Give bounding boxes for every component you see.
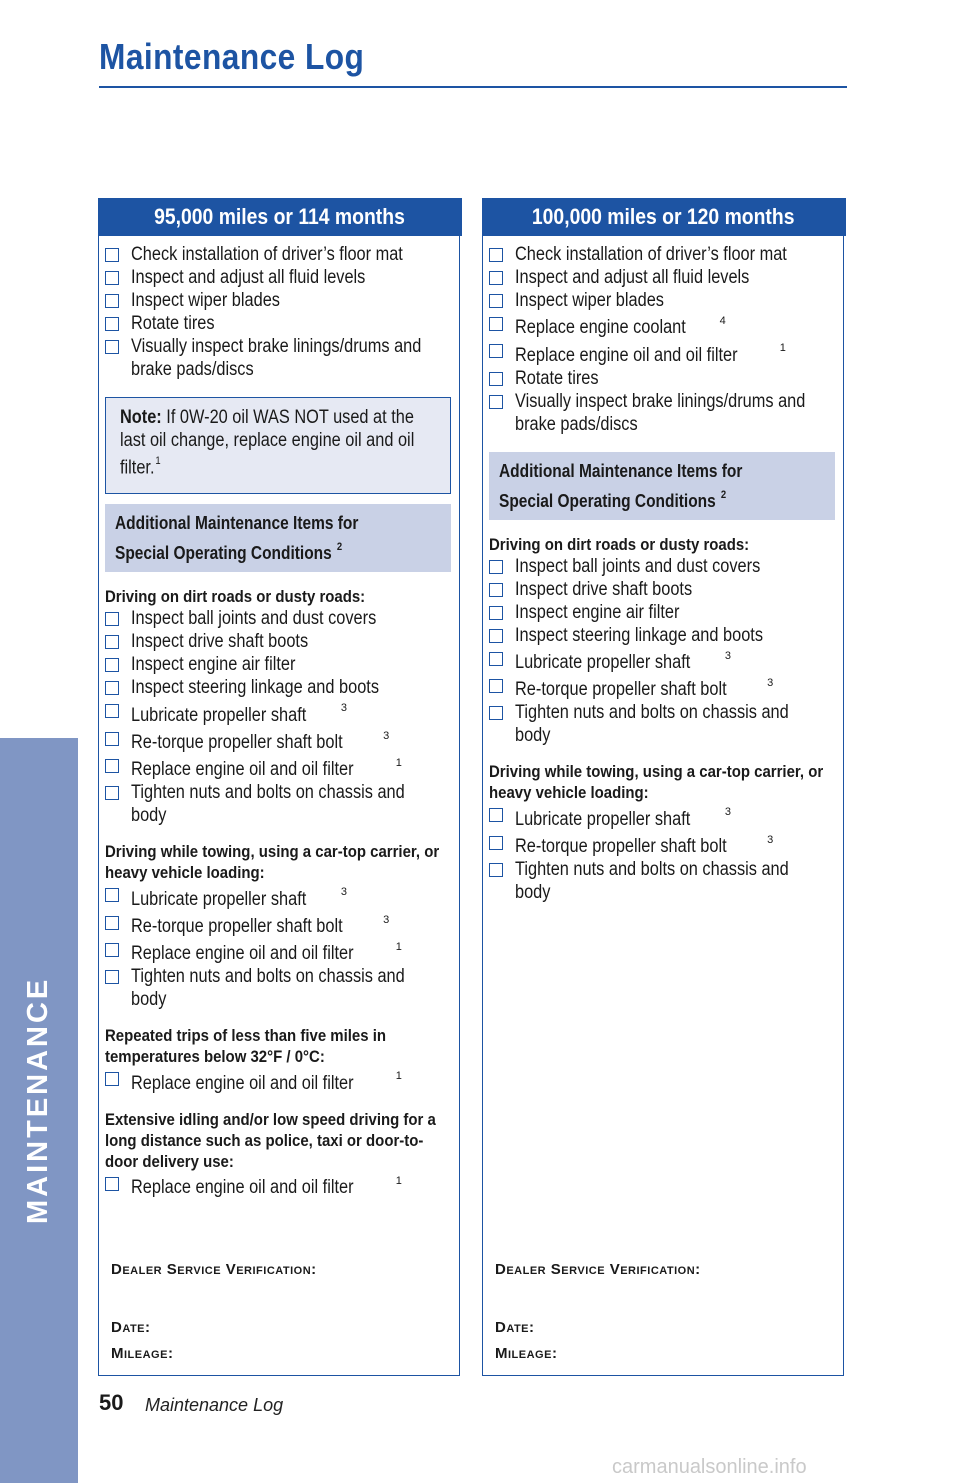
footnote-ref: 3 xyxy=(340,702,347,715)
checkbox[interactable] xyxy=(489,248,503,262)
checklist-item xyxy=(489,312,839,339)
item-text: Tighten nuts and bolts on chassis and xyxy=(515,702,789,724)
item-text: Visually inspect brake linings/drums and xyxy=(515,390,806,412)
condition-heading xyxy=(105,841,455,883)
item-text-continued xyxy=(105,988,455,1011)
checkbox[interactable] xyxy=(489,560,503,574)
item-text: Lubricate propeller shaft xyxy=(131,704,307,726)
checkbox[interactable] xyxy=(105,317,119,331)
checklist-item xyxy=(105,676,455,699)
item-text: Replace engine oil and oil filter xyxy=(131,759,354,781)
footnote-ref: 4 xyxy=(719,315,726,327)
checklist-item xyxy=(105,965,455,988)
checkbox[interactable] xyxy=(105,786,119,800)
footnote-ref: 2 xyxy=(336,541,343,554)
item-text: Tighten nuts and bolts on chassis and xyxy=(515,858,789,880)
title-rule xyxy=(99,86,847,88)
checkbox[interactable] xyxy=(105,943,119,957)
item-text: Lubricate propeller shaft xyxy=(131,888,307,910)
interval-header: 100,000 miles or 120 months xyxy=(482,198,846,236)
condition-heading xyxy=(489,761,839,803)
checklist-item xyxy=(489,289,839,312)
checkbox[interactable] xyxy=(489,294,503,308)
checklist-item xyxy=(489,266,839,289)
checklist-item xyxy=(489,578,839,601)
checkbox[interactable] xyxy=(105,1177,119,1191)
checklist-item xyxy=(489,701,839,724)
condition-heading-text: Driving while towing, using a car-top carrier, or heavy vehicle loading: xyxy=(489,762,824,803)
checkbox[interactable] xyxy=(489,372,503,386)
item-text: body xyxy=(131,989,167,1011)
special-conditions-line2: Special Operating Conditions xyxy=(115,543,332,564)
item-text: Re-torque propeller shaft bolt xyxy=(515,835,727,857)
item-text: Inspect steering linkage and boots xyxy=(131,677,379,699)
footer-label: Maintenance Log xyxy=(145,1395,284,1415)
footnote-ref: 3 xyxy=(383,729,390,742)
item-text: body xyxy=(131,805,167,827)
checklist-item xyxy=(105,653,455,676)
checklist-item xyxy=(105,699,455,726)
checklist-item xyxy=(105,911,455,938)
checkbox[interactable] xyxy=(489,344,503,358)
checkbox[interactable] xyxy=(105,732,119,746)
condition-heading xyxy=(105,1109,455,1172)
item-text-continued xyxy=(489,724,839,747)
item-text: Replace engine oil and oil filter xyxy=(131,1072,354,1094)
date-label: Date: xyxy=(111,1319,151,1336)
item-text: Re-torque propeller shaft bolt xyxy=(515,679,727,701)
item-text-continued xyxy=(489,881,839,904)
item-text: Check installation of driver’s floor mat xyxy=(515,244,787,265)
checkbox[interactable] xyxy=(489,679,503,693)
checklist-item xyxy=(105,781,455,804)
checkbox[interactable] xyxy=(489,629,503,643)
item-text: brake pads/discs xyxy=(131,359,254,380)
checkbox[interactable] xyxy=(489,395,503,409)
checklist-item xyxy=(105,727,455,754)
date-label: Date: xyxy=(495,1319,535,1336)
checklist-item xyxy=(105,289,455,312)
footnote-ref: 3 xyxy=(724,806,731,819)
special-conditions-header xyxy=(105,504,451,572)
checklist-item xyxy=(489,647,839,674)
page-number: 50 xyxy=(99,1390,124,1415)
item-text: Rotate tires xyxy=(131,313,215,334)
checkbox[interactable] xyxy=(105,635,119,649)
item-text: Inspect ball joints and dust covers xyxy=(131,608,377,630)
checkbox[interactable] xyxy=(489,652,503,666)
checkbox[interactable] xyxy=(105,888,119,902)
checkbox[interactable] xyxy=(489,317,503,331)
checkbox[interactable] xyxy=(105,970,119,984)
condition-heading-text: Driving while towing, using a car-top carrier, or heavy vehicle loading: xyxy=(105,842,440,883)
item-text: Replace engine oil and oil filter xyxy=(515,344,738,366)
special-conditions-line1: Additional Maintenance Items for xyxy=(115,513,359,534)
item-text-continued xyxy=(105,804,455,827)
condition-heading-text: Driving on dirt roads or dusty roads: xyxy=(105,587,366,607)
checklist-item xyxy=(105,1067,455,1094)
footnote-ref: 1 xyxy=(395,756,402,769)
checkbox[interactable] xyxy=(105,658,119,672)
footnote-ref: 1 xyxy=(395,1174,402,1187)
page-title: Maintenance Log xyxy=(99,36,365,77)
item-text: body xyxy=(515,725,551,747)
checkbox[interactable] xyxy=(105,1072,119,1086)
note-content xyxy=(120,406,437,479)
checkbox[interactable] xyxy=(489,271,503,285)
checkbox[interactable] xyxy=(489,583,503,597)
footnote-ref: 2 xyxy=(720,488,727,501)
special-conditions-line1: Additional Maintenance Items for xyxy=(499,460,743,481)
condition-heading xyxy=(105,586,455,607)
checklist-item xyxy=(105,1172,455,1199)
item-text: Tighten nuts and bolts on chassis and xyxy=(131,782,405,804)
item-text: Inspect engine air filter xyxy=(515,601,680,623)
item-text: brake pads/discs xyxy=(515,413,638,435)
item-text-continued xyxy=(105,358,455,381)
item-text: Inspect drive shaft boots xyxy=(131,631,309,653)
checklist-item xyxy=(105,607,455,630)
interval-card-100000 xyxy=(482,198,844,1376)
item-text: Inspect steering linkage and boots xyxy=(515,624,763,646)
checklist xyxy=(489,243,839,904)
item-text: Inspect and adjust all fluid levels xyxy=(131,267,366,288)
item-text: Re-torque propeller shaft bolt xyxy=(131,731,343,753)
checklist xyxy=(105,243,455,1199)
checklist-item xyxy=(489,601,839,624)
checklist-item xyxy=(105,312,455,335)
checklist-item xyxy=(105,335,455,358)
dealer-verification-label: Dealer Service Verification: xyxy=(111,1261,317,1278)
checklist-item xyxy=(489,390,839,413)
checkbox[interactable] xyxy=(489,863,503,877)
mileage-label: Mileage: xyxy=(111,1345,174,1362)
condition-heading xyxy=(489,534,839,555)
checklist-item xyxy=(489,624,839,647)
item-text: Tighten nuts and bolts on chassis and xyxy=(131,966,405,988)
item-text: Inspect wiper blades xyxy=(131,290,280,311)
note-box xyxy=(105,397,451,494)
condition-heading xyxy=(105,1025,455,1067)
footnote-ref: 3 xyxy=(767,676,774,689)
footnote-ref: 3 xyxy=(767,833,774,846)
item-text-continued xyxy=(489,413,839,436)
checklist-item xyxy=(489,803,839,830)
item-text: Inspect ball joints and dust covers xyxy=(515,555,761,577)
checkbox[interactable] xyxy=(105,759,119,773)
condition-heading-text: Driving on dirt roads or dusty roads: xyxy=(489,534,750,554)
checkbox[interactable] xyxy=(105,612,119,626)
condition-heading-text: Extensive idling and/or low speed driving for a long distance such as police, taxi or door-to-door delivery use: xyxy=(105,1109,436,1171)
checklist-item xyxy=(105,266,455,289)
item-text: Inspect drive shaft boots xyxy=(515,578,693,600)
checklist-item xyxy=(489,243,839,266)
checkbox[interactable] xyxy=(105,704,119,718)
checkbox[interactable] xyxy=(105,916,119,930)
checklist-item xyxy=(489,555,839,578)
note-text: If 0W-20 oil WAS NOT used at the last oil change, replace engine oil and oil filter. xyxy=(120,407,415,479)
mileage-label: Mileage: xyxy=(495,1345,558,1362)
item-text: Check installation of driver’s floor mat xyxy=(131,244,403,265)
special-conditions-text xyxy=(499,458,826,514)
checklist-item xyxy=(489,339,839,366)
checklist-item xyxy=(489,674,839,701)
checklist-item xyxy=(489,858,839,881)
checkbox[interactable] xyxy=(489,706,503,720)
checklist-item xyxy=(105,754,455,781)
item-text: Replace engine oil and oil filter xyxy=(131,943,354,965)
checklist-item xyxy=(105,630,455,653)
checkbox[interactable] xyxy=(105,248,119,262)
checkbox[interactable] xyxy=(105,294,119,308)
dealer-verification-label: Dealer Service Verification: xyxy=(495,1261,701,1278)
footnote-ref: 3 xyxy=(383,913,390,926)
special-conditions-line2: Special Operating Conditions xyxy=(499,490,716,511)
item-text: Replace engine oil and oil filter xyxy=(131,1176,354,1198)
checklist-item xyxy=(105,938,455,965)
footnote-ref: 1 xyxy=(155,455,161,467)
item-text: Inspect engine air filter xyxy=(131,654,296,676)
special-conditions-header xyxy=(489,452,835,520)
condition-heading-text: Repeated trips of less than five miles in temperatures below 32°F / 0°C: xyxy=(105,1026,387,1067)
item-text: Lubricate propeller shaft xyxy=(515,808,691,830)
item-text: body xyxy=(515,881,551,903)
interval-header: 95,000 miles or 114 months xyxy=(98,198,462,236)
checkbox[interactable] xyxy=(105,340,119,354)
item-text: Visually inspect brake linings/drums and xyxy=(131,336,422,357)
watermark: carmanualsonline.info xyxy=(612,1456,807,1478)
checklist-item xyxy=(105,883,455,910)
footnote-ref: 3 xyxy=(340,886,347,899)
footnote-ref: 3 xyxy=(724,649,731,662)
item-text: Inspect wiper blades xyxy=(515,290,664,311)
checklist-item xyxy=(105,243,455,266)
checklist-item xyxy=(489,831,839,858)
item-text: Inspect and adjust all fluid levels xyxy=(515,267,750,288)
item-text: Replace engine coolant xyxy=(515,317,686,339)
checkbox[interactable] xyxy=(105,271,119,285)
item-text: Rotate tires xyxy=(515,367,599,389)
note-label: Note: xyxy=(120,407,162,428)
side-tab-label: MAINTENANCE xyxy=(22,976,54,1224)
checkbox[interactable] xyxy=(489,606,503,620)
interval-card-95000 xyxy=(98,198,460,1376)
footnote-ref: 1 xyxy=(395,1070,402,1083)
checkbox[interactable] xyxy=(489,836,503,850)
checklist-item xyxy=(489,367,839,390)
special-conditions-text xyxy=(115,510,442,566)
footnote-ref: 1 xyxy=(779,342,786,355)
checkbox[interactable] xyxy=(489,808,503,822)
checkbox[interactable] xyxy=(105,681,119,695)
item-text: Re-torque propeller shaft bolt xyxy=(131,915,343,937)
item-text: Lubricate propeller shaft xyxy=(515,651,691,673)
footnote-ref: 1 xyxy=(395,940,402,953)
